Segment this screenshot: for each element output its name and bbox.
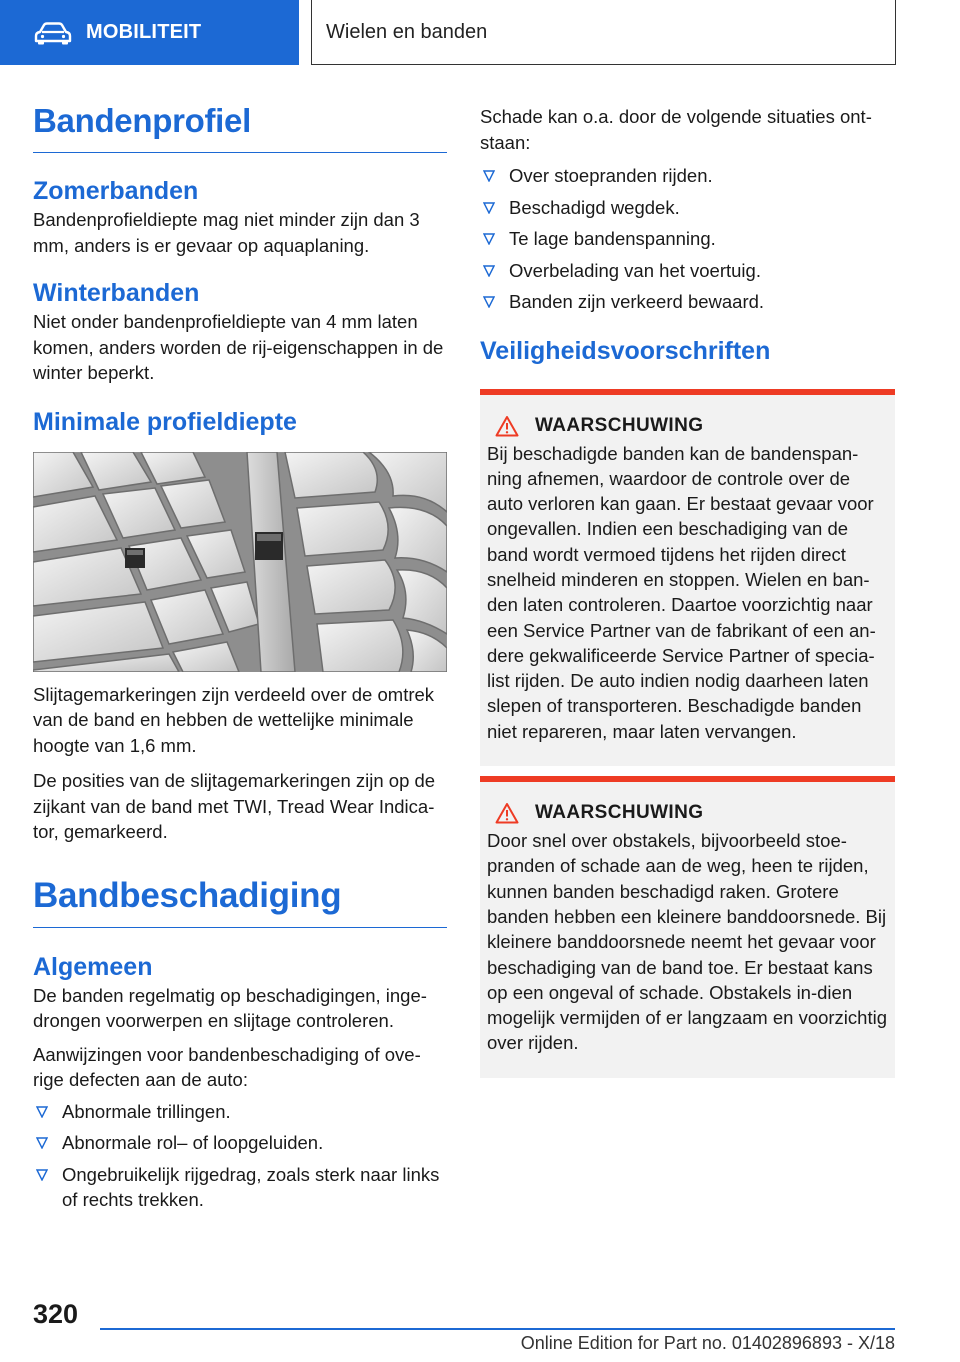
warning-label: WAARSCHUWING: [535, 414, 704, 436]
warning-text-2: Door snel over obstakels, bijvoorbeeld stoe-pranden of schade aan de weg, heen te rijden, kunnen banden beschadigd raken. Grotere banden hebben een kleinere banddoorsnede. Bij kleinere banddoorsnede neemt het gevaar voor beschadiging van de band toe. Er bestaat kans op een ongeval of schade. Obstakels in-dien mogelijk vermijden of er langzaam en voorzichtig over rijden.: [487, 830, 887, 1054]
text-twi-posities: De posities van de slijtagemarkeringen zijn op de zijkant van de band met TWI, Tread Wear Indica-tor, gemarkeerd.: [33, 770, 436, 842]
warning-label: WAARSCHUWING: [535, 802, 704, 824]
triangle-bullet-icon: [483, 202, 495, 214]
right-column: [480, 98, 895, 1078]
triangle-bullet-icon: [36, 1169, 48, 1181]
warning-text-1: Bij beschadigde banden kan de bandenspan-ning afnemen, waardoor de controle over de auto verloren kan gaan. Er bestaat gevaar voor ongevallen. Indien een beschadiging van de band wordt vermoed tijdens het rijden direct snelheid minderen en stoppen. Wielen en ban-den laten controleren. Daartoe voorzichtig naar een Service Partner van de fabrikant of een an-dere gekwalificeerde Service Partner of specia-list rijden. De auto indien nodig daarheen laten slepen of transporteren. Beschadigde banden niet repareren, maar laten vervangen.: [487, 442, 876, 742]
heading-zomerbanden: Zomerbanden: [33, 177, 199, 205]
triangle-bullet-icon: [483, 265, 495, 277]
triangle-bullet-icon: [36, 1137, 48, 1149]
text-slijtagemarkeringen: Slijtagemarkeringen zijn verdeeld over de omtrek van de band en hebben de wettelijke minimale hoogte van 1,6 mm.: [33, 683, 435, 756]
chapter-title: Wielen en banden: [326, 20, 488, 43]
footer-rule: [100, 1328, 895, 1330]
section-tab[interactable]: [0, 0, 299, 65]
warning-box-1: [480, 389, 895, 767]
section-label: MOBILITEIT: [86, 21, 202, 43]
tire-tread-illustration: [33, 452, 447, 672]
wear-marker-center: [255, 532, 283, 560]
car-icon: [34, 21, 72, 45]
heading-algemeen: Algemeen: [33, 952, 153, 981]
triangle-bullet-icon: [36, 1106, 48, 1118]
triangle-bullet-icon: [483, 296, 495, 308]
page-number: 320: [33, 1299, 79, 1329]
list-item: Te lage bandenspanning.: [480, 226, 895, 252]
title-bandbeschadiging: Bandbeschadiging: [33, 873, 447, 928]
text-schade-intro: Schade kan o.a. door de volgende situaties ont-staan:: [480, 106, 872, 153]
title-bandenprofiel: Bandenprofiel: [33, 98, 447, 153]
warning-box-2: [480, 776, 895, 1078]
footer-edition: Online Edition for Part no. 01402896893 - X/18: [520, 1333, 895, 1353]
text-zomerbanden: Bandenprofieldiepte mag niet minder zijn dan 3 mm, anders is er gevaar op aquaplaning.: [33, 209, 420, 256]
heading-winterbanden: Winterbanden: [33, 279, 200, 307]
list-item: Banden zijn verkeerd bewaard.: [480, 289, 895, 315]
text-algemeen-2: Aanwijzingen voor bandenbeschadiging of ove-rige defecten aan de auto:: [33, 1043, 421, 1090]
text-algemeen-1: De banden regelmatig op beschadigingen, inge-drongen voorwerpen en slijtage controleren.: [33, 984, 427, 1031]
wear-marker-left: [125, 548, 145, 568]
symptom-list: [33, 1099, 447, 1213]
list-item: Overbelading van het voertuig.: [480, 258, 895, 284]
triangle-bullet-icon: [483, 233, 495, 245]
cause-list: [480, 163, 895, 315]
list-item: Beschadigd wegdek.: [480, 195, 895, 221]
list-item: Abnormale rol– of loopgeluiden.: [33, 1130, 447, 1156]
warning-triangle-icon: [495, 415, 519, 437]
list-item: Ongebruikelijk rijgedrag, zoals sterk naar links of rechts trekken.: [33, 1162, 447, 1213]
triangle-bullet-icon: [483, 170, 495, 182]
chapter-header: [311, 0, 896, 65]
heading-minimale-profieldiepte: Minimale profieldiepte: [33, 407, 297, 436]
warning-triangle-icon: [495, 802, 519, 824]
list-item: Abnormale trillingen.: [33, 1099, 447, 1125]
left-column: [33, 98, 447, 1219]
text-winterbanden: Niet onder bandenprofieldiepte van 4 mm laten komen, anders worden de rij-eigenschappen in de winter beperkt.: [33, 311, 444, 383]
heading-veiligheidsvoorschriften: Veiligheidsvoorschriften: [480, 336, 771, 365]
list-item: Over stoepranden rijden.: [480, 163, 895, 189]
